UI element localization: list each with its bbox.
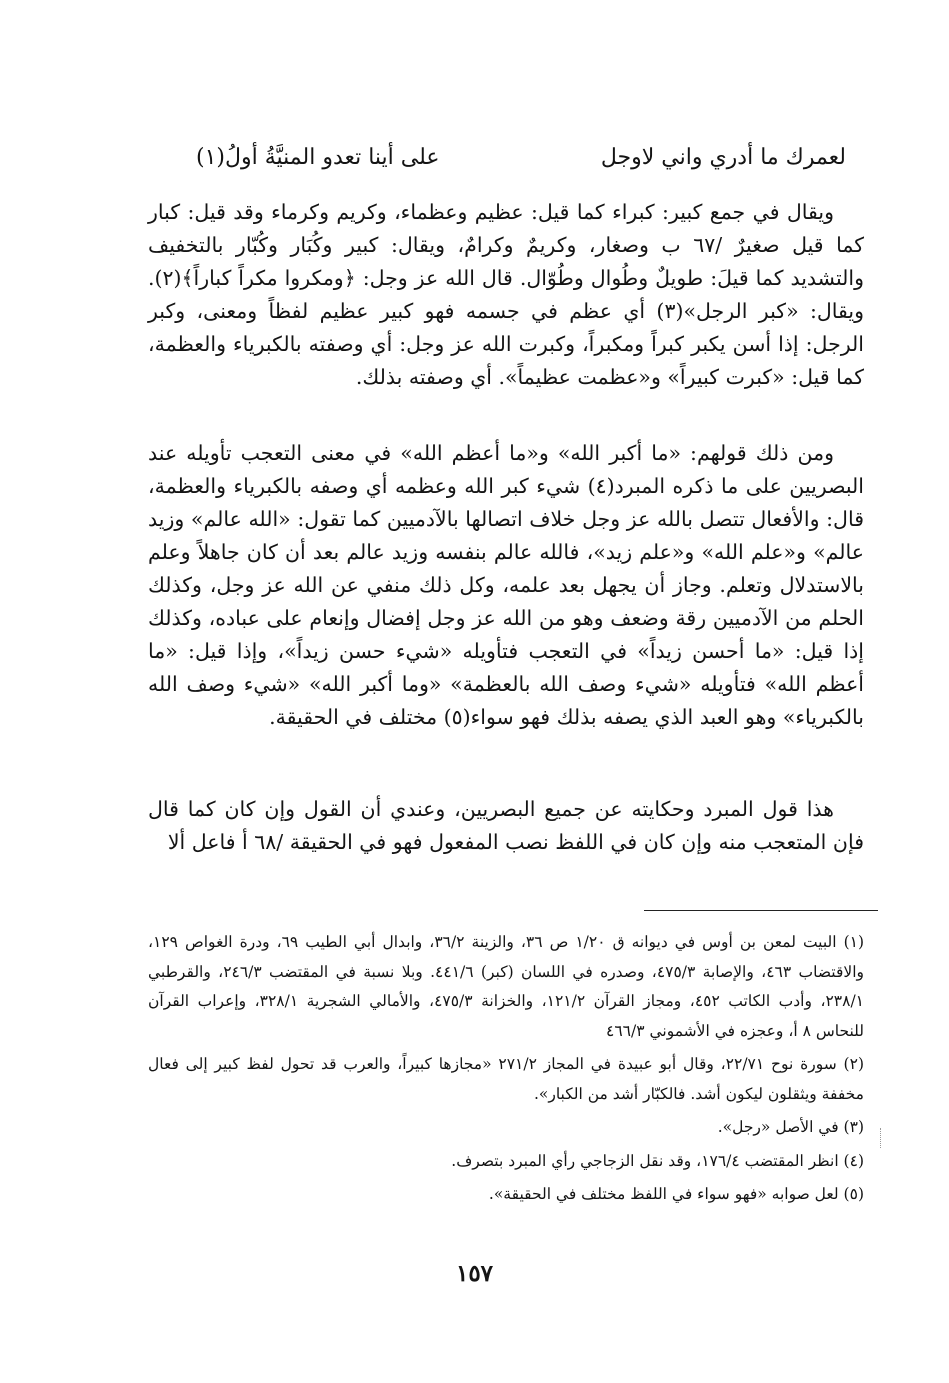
paragraph-plural-of-kabir: ويقال في جمع كبير: كبراء كما قيل: عظيم وعظماء، وكريم وكرماء وقد قيل: كبار كما قيل صغيرٌ /٦٧ ب وصغار، وكريمٌ وكرامٌ، ويقال: كبير وكُبَار وكُبّار بالتخفيف والتشديد كما قيلَ: طويلٌ وطُوال وطُوّال. قال الله عز وجل: ﴿ومكروا مكراً كباراً﴾(٢). ويقال: «كبر الرجل»(٣) أي عظم في جسمه فهو كبير عظيم لفظاً ومعنى، وكبر الرجل: إذا أسن يكبر كبراً ومكبراً، وكبرت الله عز وجل: أي وصفته بالكبرياء والعظمة، كما قيل: «كبرت كبيراً» و«عظمت عظيماً». أي وصفته بذلك. [148,200,864,389]
verse-first-hemistich: لعمرك ما أدري واني لاوجل [600,145,846,170]
footnote-2: (٢) سورة نوح ٢٢/٧١، وقال أبو عبيدة في المجاز ٢٧١/٢ «مجازها كبيراً، والعرب قد تحول لفظ كبير إلى فعال مخففة ويثقلون ليكون أشد. فالكبّار أشد من الكبار». [148,1055,864,1103]
footnote-4: (٤) انظر المقتضب ١٧٦/٤، وقد نقل الزجاجي رأي المبرد بتصرف. [451,1151,864,1170]
footnotes [148,928,864,1214]
footnote-5: (٥) لعل صوابه «فهو سواء في اللفظ مختلف في الحقيقة». [488,1185,864,1203]
poetry-verse [196,138,846,178]
page-number: ١٥٧ [455,1260,494,1287]
footnote-3: (٣) في الأصل «رجل». [717,1118,864,1136]
paragraph-author-opinion: هذا قول المبرد وحكايته عن جميع البصريين، وعندي أن القول وإن كان كما قال فإن المتعجب منه وإن كان في اللفظ نصب المفعول فهو في الحقيقة /٦٨ أ فاعل ألا [148,797,864,854]
footnote-separator [644,910,878,911]
verse-second-hemistich: على أينا تعدو المنيَّةُ أولُ(١) [196,145,440,170]
paragraph-exclamation-meaning: ومن ذلك قولهم: «ما أكبر الله» و«ما أعظم الله» في معنى التعجب تأويله عند البصريين على ما ذكره المبرد(٤) شيء كبر الله وعظمه أي وصفه بالكبرياء والعظمة، قال: والأفعال تتصل بالله عز وجل خلاف اتصالها بالآدميين كما تقول: «الله عالم» وزيد عالم» و«علم الله» و«علم زيد»، فالله عالم بنفسه وزيد عالم بعد أن كان جاهلاً وعلم بالاستدلال وتعلم. وجاز أن يجهل بعد علمه، وكل ذلك منفي عن الله عز وجل، وكذلك الحلم من الآدميين رقة وضعف وهو من الله عز وجل إفضال وإنعام على عباده، وكذلك إذا قيل: «ما أحسن زيداً» في التعجب فتأويله «شيء حسن زيداً»، وإذا قيل: «ما أعظم الله» فتأويله «شيء وصف الله بالعظمة» «وما أكبر الله» «شيء وصف الله بالكبرياء» وهو العبد الذي يصفه بذلك فهو سواء(٥) مختلف في الحقيقة. [148,441,865,729]
scan-edge-mark [880,1128,884,1148]
footnote-1: (١) البيت لمعن بن أوس في ديوانه ق ١/٢٠ ص ٣٦، والزينة ٣٦/٢، وابدال أبي الطيب ٦٩، ودرة الغواص ١٢٩، والاقتضاب ٤٦٣، والإصابة ٤٧٥/٣، وصدره في اللسان (كبر) ٤٤١/٦. وبلا نسبة في المقتضب ٢٤٦/٣، والقرطبي ٢٣٨/١، وأدب الكاتب ٤٥٢، ومجاز القرآن ١٢١/٢، والخزانة ٤٧٥/٣، والأمالي الشجرية ٣٢٨/١، وإعراب القرآن للنحاس ٨ أ، وعجزه في الأشموني ٤٦٦/٣ [148,933,865,1040]
